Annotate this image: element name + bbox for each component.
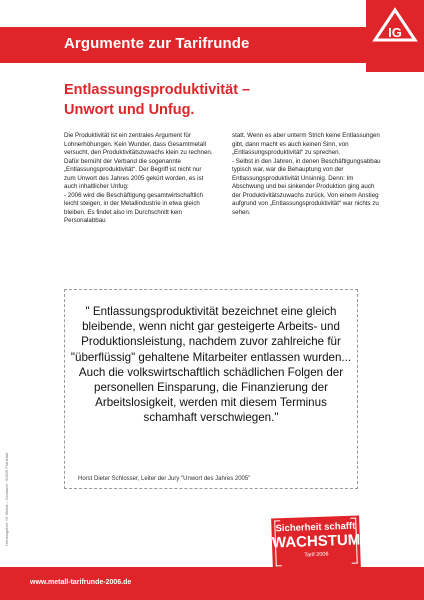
body-column-right [232,132,382,217]
stamp-line-1: Sicherheit schafft [275,520,356,535]
logo-text: IG [388,25,402,40]
headline [64,80,250,120]
stamp-line-2: WACHSTUM! [271,531,366,552]
footer-url-link[interactable]: www.metall-tarifrunde-2006.de [30,579,132,586]
header-title: Argumente zur Tarifrunde [64,35,250,52]
body-paragraph: Die Produktivität ist ein zentrales Argument für Lohnerhöhungen. Kein Wunder, dass Gesamtmetall versucht, den Produktivitätszuwachs klein zu rechnen. Dafür bemüht der Verband die sogenannte „Entlassungsproduktivität“. Der Begriff ist nicht nur zum Unwort des Jahres 2005 gekürt worden, es ist auch inhaltlicher Unfug: [64,132,213,190]
quote-source: Horst Dieter Schlosser, Leiter der Jury "Unwort des Jahres 2005" [78,476,251,482]
body-column-left [64,132,214,226]
body-paragraph: - 2006 wird die Beschäftigung gesamtwirtschaftlich leicht steigen, in der Metallindustrie in etwa gleich bleiben. Es findet also im Durchschnitt kein Personalabbau [64,191,203,224]
headline-line-1: Entlassungsproduktivität – [64,82,251,98]
publisher-note: Herausgeber: IG Metall – Vorstand · 60519 Frankfurt [4,452,9,546]
body-paragraph: - Selbst in den Jahren, in denen Beschäftigungsabbau typisch war, war die Behauptung von der Entlassungsproduktivität Unsinnig. Denn: Im Abschwung und bei sinkender Produktion ging auch der Produktivitätszuwachs zurück. Von einem Anstieg aufgrund von „Entlassungsproduktivität“ war nichts zu sehen. [232,157,381,216]
quote-text: " Entlassungsproduktivität bezeichnet eine gleich bleibende, wenn nicht gar gesteigerte Arbeits- und Produktionsleistung, nachdem zuvor zahlreiche für "überflüssig" gehaltene Mitarbeiter entlassen wurden... Auch die volkswirtschaftlich schädlichen Folgen der personellen Einsparung, die Finanzierung der Arbeitslosigkeit, werden mit diesem Terminus schamhaft verschwiegen." [70,305,352,425]
campaign-stamp [271,515,366,570]
headline-line-2: Unwort und Unfug. [64,102,195,118]
stamp-line-3: Tarif 2006 [304,551,329,559]
ig-metall-logo [366,0,424,72]
body-paragraph: statt. Wenn es aber unterm Strich keine Entlassungen gibt, dann macht es auch keinen Sinn, von „Entlassungsproduktivität“ zu sprechen. [232,132,380,156]
logo-emblem-icon [366,0,424,72]
